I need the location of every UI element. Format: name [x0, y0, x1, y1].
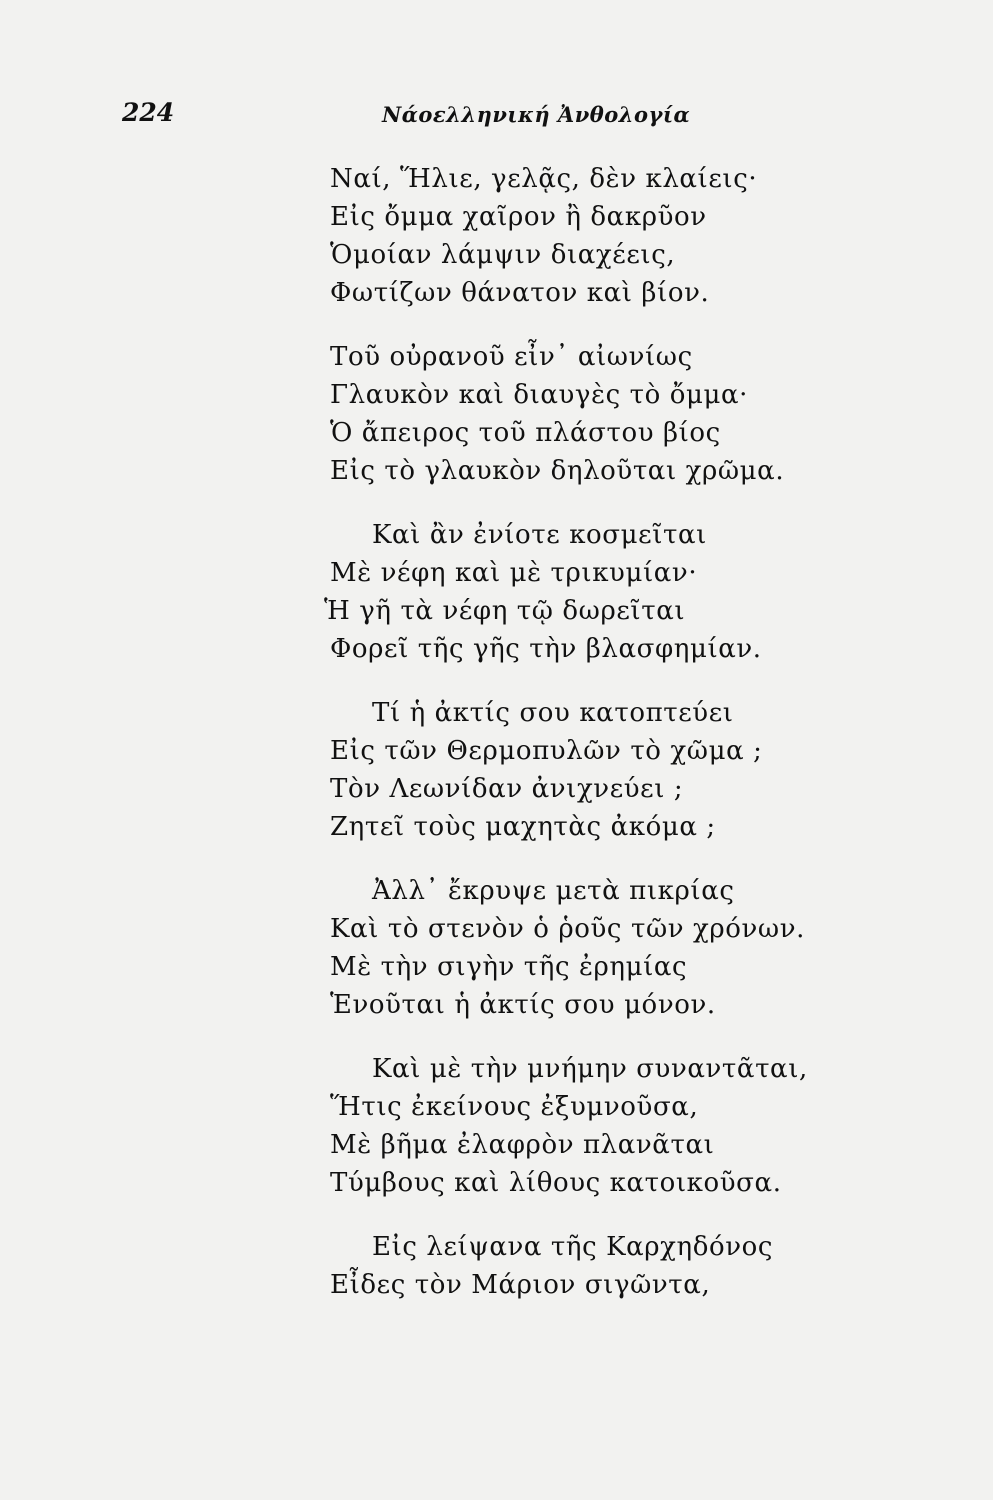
poem-line: Μὲ βῆμα ἐλαφρὸν πλανᾶται	[330, 1130, 715, 1160]
poem-line: Ἀλλ᾽ ἔκρυψε μετὰ πικρίας	[372, 876, 735, 906]
poem-line: Φωτίζων θάνατον καὶ βίον.	[330, 278, 710, 308]
running-title: Νάοελληνική Ἀνθολογία	[382, 102, 691, 127]
poem-line: Εἰς τὸ γλαυκὸν δηλοῦται χρῶμα.	[330, 456, 785, 486]
poem-line: Ζητεῖ τοὺς μαχητὰς ἀκόμα ;	[330, 812, 716, 842]
poem-line: Εἰς ὄμμα χαῖρον ἢ δακρῦον	[330, 202, 707, 232]
poem-line: Ὁμοίαν λάμψιν διαχέεις,	[330, 240, 676, 270]
poem-line: Μὲ νέφη καὶ μὲ τρικυμίαν·	[330, 558, 698, 588]
poem-line: Τοῦ οὐρανοῦ εἶν᾽ αἰωνίως	[330, 342, 693, 372]
poem-line: Καὶ μὲ τὴν μνήμην συναντᾶται,	[372, 1054, 808, 1084]
poem-line: Εἶδες τὸν Μάριον σιγῶντα,	[330, 1270, 711, 1300]
stanza	[330, 872, 930, 1024]
stanza	[330, 1050, 930, 1202]
poem-line: Εἰς τῶν Θερμοπυλῶν τὸ χῶμα ;	[330, 736, 763, 766]
poem-line: Καὶ τὸ στενὸν ὁ ῥοῦς τῶν χρόνων.	[330, 914, 805, 944]
poem-line: Μὲ τὴν σιγὴν τῆς ἐρημίας	[330, 952, 688, 982]
stanza	[330, 160, 930, 312]
poem	[324, 160, 930, 1330]
poem-line: Γλαυκὸν καὶ διαυγὲς τὸ ὄμμα·	[330, 380, 749, 410]
poem-line: Εἰς λείψανα τῆς Καρχηδόνος	[372, 1232, 774, 1262]
stanza	[324, 516, 930, 668]
poem-line: Ἡ γῆ τὰ νέφη τῷ δωρεῖται	[324, 596, 686, 626]
poem-line: Τὸν Λεωνίδαν ἀνιχνεύει ;	[330, 774, 684, 804]
poem-line: Καὶ ἂν ἐνίοτε κοσμεῖται	[372, 520, 707, 550]
poem-line: Ἑνοῦται ἡ ἀκτίς σου μόνον.	[330, 990, 716, 1020]
poem-line: Τί ἡ ἀκτίς σου κατοπτεύει	[372, 698, 734, 728]
poem-line: Τύμβους καὶ λίθους κατοικοῦσα.	[330, 1168, 782, 1198]
stanza	[330, 694, 930, 846]
poem-line: Ναί, Ἥλιε, γελᾷς, δὲν κλαίεις·	[330, 164, 758, 194]
poem-line: Φορεῖ τῆς γῆς τὴν βλασφημίαν.	[330, 634, 762, 664]
page-number: 224	[122, 98, 175, 127]
poem-line: Ἥτις ἐκείνους ἐξυμνοῦσα,	[330, 1092, 699, 1122]
stanza	[330, 1228, 930, 1304]
stanza	[330, 338, 930, 490]
poem-line: Ὁ ἄπειρος τοῦ πλάστου βίος	[330, 418, 721, 448]
